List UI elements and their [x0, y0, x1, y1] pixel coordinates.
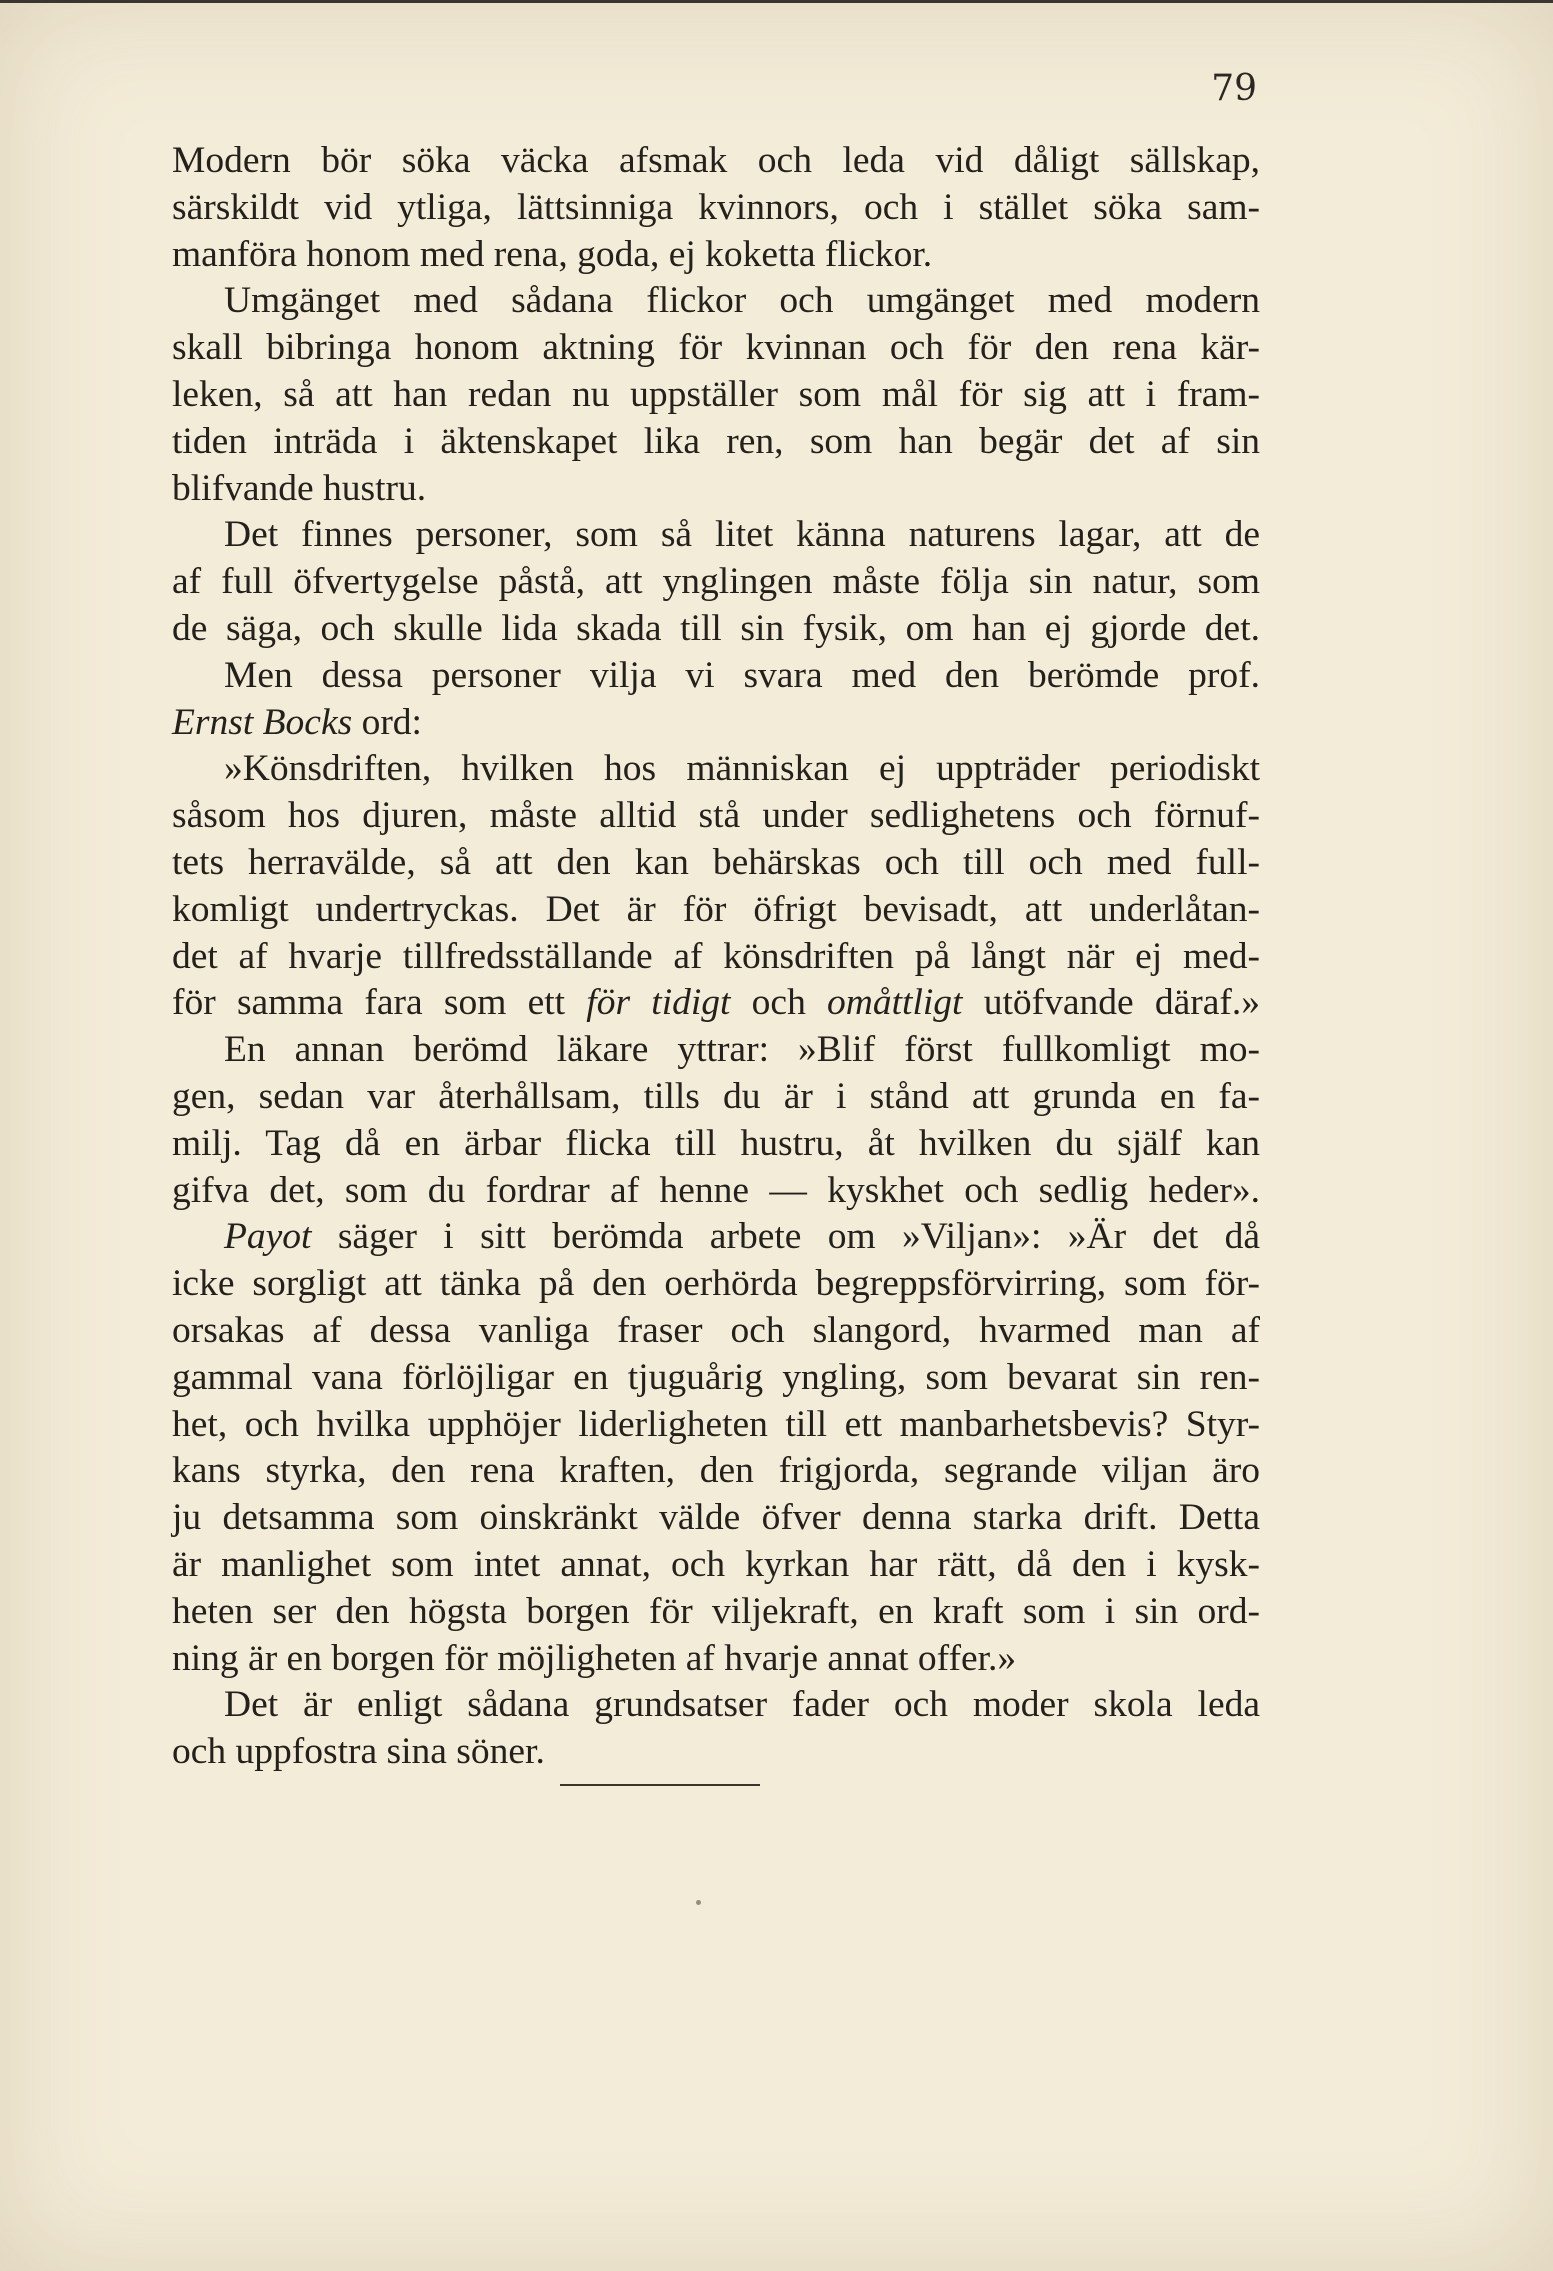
paper-speck — [696, 1900, 701, 1905]
body-text — [172, 138, 1260, 1776]
top-edge-rule — [0, 0, 1553, 3]
text-line: kans styrka, den rena kraften, den frigjorda, segrande viljan äro — [172, 1450, 1260, 1492]
text-line: ju detsamma som oinskränkt välde öfver denna starka drift. Detta — [172, 1497, 1260, 1539]
text-line: det af hvarje tillfredsställande af könsdriften på långt när ej med- — [172, 935, 1260, 977]
text-line: tets herravälde, så att den kan behärskas och till och med full- — [172, 841, 1260, 883]
text-line: En annan berömd läkare yttrar: »Blif först fullkomligt mo- — [224, 1029, 1260, 1071]
page-number: 79 — [1211, 68, 1257, 109]
text-line: gen, sedan var återhållsam, tills du är i stånd att grunda en fa- — [172, 1075, 1260, 1117]
text-line: blifvande hustru. — [172, 467, 427, 509]
text-line: komligt undertryckas. Det är för öfrigt bevisadt, att underlåtan- — [172, 888, 1260, 930]
text-line: heten ser den högsta borgen för viljekraft, en kraft som i sin ord- — [172, 1590, 1260, 1632]
text-line: milj. Tag då en ärbar flicka till hustru, åt hvilken du själf kan — [172, 1122, 1260, 1164]
text-line: Det finnes personer, som så litet känna naturens lagar, att de — [224, 514, 1260, 556]
text-line: de säga, och skulle lida skada till sin fysik, om han ej gjorde det. — [172, 607, 1260, 649]
text-line: leken, så att han redan nu uppställer som mål för sig att i fram- — [172, 373, 1260, 415]
text-line: Men dessa personer vilja vi svara med den berömde prof. — [224, 654, 1260, 696]
text-line: tiden inträda i äktenskapet lika ren, som han begär det af sin — [172, 420, 1260, 462]
text-line: Umgänget med sådana flickor och umgänget med modern — [224, 280, 1260, 322]
text-line: Payot säger i sitt berömda arbete om »Viljan»: »Är det då — [224, 1216, 1260, 1258]
text-line: särskildt vid ytliga, lättsinniga kvinnors, och i stället söka sam- — [172, 186, 1260, 228]
text-line: Det är enligt sådana grundsatser fader och moder skola leda — [224, 1684, 1260, 1726]
text-line: Modern bör söka väcka afsmak och leda vid dåligt sällskap, — [172, 140, 1260, 181]
text-line: såsom hos djuren, måste alltid stå under sedlighetens och förnuf- — [172, 795, 1260, 837]
text-line: het, och hvilka upphöjer liderligheten till ett manbarhetsbevis? Styr- — [172, 1403, 1260, 1445]
end-rule — [560, 1784, 760, 1786]
text-line: för samma fara som ett för tidigt och omåttligt utöfvande däraf.» — [172, 982, 1261, 1024]
text-line: ning är en borgen för möjligheten af hvarje annat offer.» — [172, 1637, 1017, 1679]
text-line: skall bibringa honom aktning för kvinnan och för den rena kär- — [172, 327, 1260, 369]
text-line: »Könsdriften, hvilken hos människan ej uppträder periodiskt — [224, 748, 1260, 790]
text-line: manföra honom med rena, goda, ej koketta flickor. — [172, 233, 933, 275]
text-line: Ernst Bocks ord: — [172, 701, 422, 743]
text-line: gifva det, som du fordrar af henne — kyskhet och sedlig heder». — [172, 1169, 1260, 1211]
text-line: är manlighet som intet annat, och kyrkan har rätt, då den i kysk- — [172, 1543, 1260, 1585]
text-line: och uppfostra sina söner. — [172, 1731, 545, 1773]
text-line: af full öfvertygelse påstå, att ynglingen måste följa sin natur, som — [172, 561, 1260, 603]
text-line: icke sorgligt att tänka på den oerhörda begreppsförvirring, som för- — [172, 1263, 1260, 1305]
text-line: gammal vana förlöjligar en tjuguårig yngling, som bevarat sin ren- — [172, 1356, 1260, 1398]
text-line: orsakas af dessa vanliga fraser och slangord, hvarmed man af — [172, 1309, 1260, 1351]
